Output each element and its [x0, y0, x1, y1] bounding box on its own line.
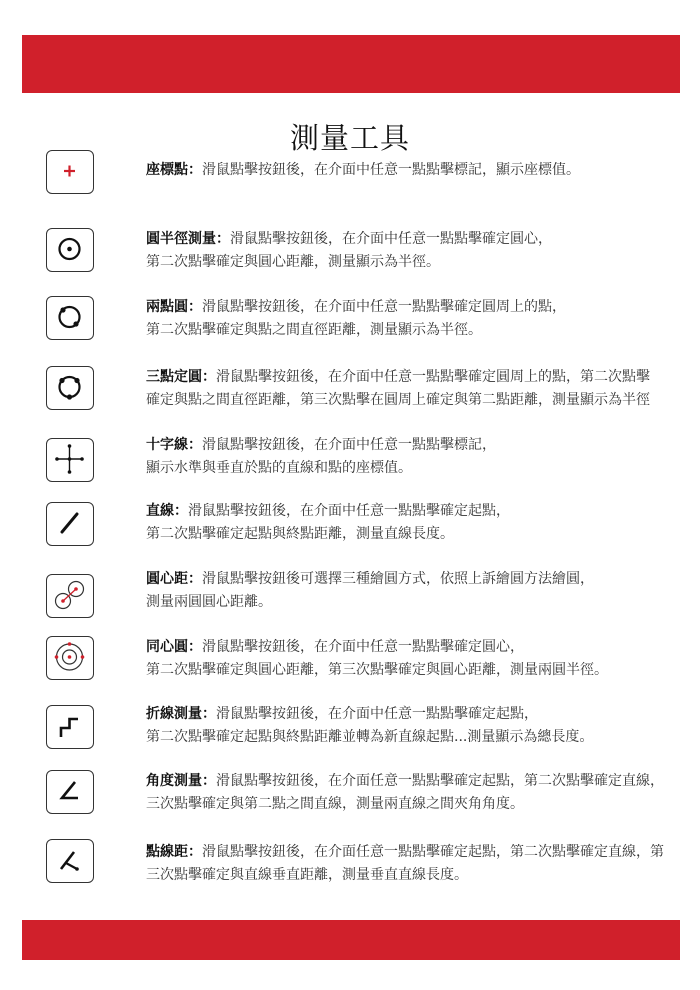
tool-description: 直線：滑鼠點擊按鈕後，在介面中任意一點點擊確定起點， 第二次點擊確定起點與終點距離，測量直線長度。 [146, 503, 510, 542]
circle-center-distance-icon[interactable] [46, 574, 94, 618]
concentric-circles-icon[interactable] [46, 636, 94, 680]
circle-center-icon[interactable] [46, 228, 94, 272]
tool-line: 滑鼠點擊按鈕後，在介面中任意一點點擊確定圓周上的點， [202, 299, 566, 315]
tool-name: 圓心距 [146, 571, 188, 587]
tool-name: 同心圓 [146, 639, 188, 655]
tool-line: 滑鼠點擊按鈕後，在介面任意一點點擊確定起點，第二次點擊確定直線， [216, 773, 664, 789]
tool-line: 滑鼠點擊按鈕後，在介面中任意一點點擊標記， [202, 437, 496, 453]
tool-name: 十字線 [146, 437, 188, 453]
tool-line: 滑鼠點擊按鈕後，在介面中任意一點點擊確定圓周上的點，第二次點擊 [216, 369, 650, 385]
tool-line: 測量兩圓圓心距離。 [146, 594, 272, 610]
tool-description: 兩點圓：滑鼠點擊按鈕後，在介面中任意一點點擊確定圓周上的點， 第二次點擊確定與點之間直徑距離，測量顯示為半徑。 [146, 299, 566, 338]
tool-description: 圓半徑測量：滑鼠點擊按鈕後，在介面中任意一點點擊確定圓心， 第二次點擊確定與圓心距離，測量顯示為半徑。 [146, 231, 552, 270]
tool-name: 點線距 [146, 844, 188, 860]
tool-line: 滑鼠點擊按鈕後，在介面任意一點點擊確定起點，第二次點擊確定直線，第 [202, 844, 664, 860]
tool-line: 第二次點擊確定起點與終點距離並轉為新直線起點...測量顯示為總長度。 [146, 729, 594, 745]
tool-name: 兩點圓 [146, 299, 188, 315]
tool-name: 角度測量 [146, 773, 202, 789]
tool-name: 座標點 [146, 162, 188, 178]
tool-line: 滑鼠點擊按鈕後，在介面中任意一點點擊確定起點， [216, 706, 538, 722]
tool-line: 第二次點擊確定與圓心距離，第三次點擊確定與圓心距離，測量兩圓半徑。 [146, 662, 608, 678]
tool-description: 三點定圓：滑鼠點擊按鈕後，在介面中任意一點點擊確定圓周上的點，第二次點擊 確定與點之間直徑距離，第三次點擊在圓周上確定與第二點距離，測量顯示為半徑 [146, 369, 650, 408]
tool-description: 角度測量：滑鼠點擊按鈕後，在介面任意一點點擊確定起點，第二次點擊確定直線， 三次點擊確定與第二點之間直線，測量兩直線之間夾角角度。 [146, 773, 664, 812]
tool-line: 滑鼠點擊按鈕後，在介面中任意一點點擊標記，顯示座標值。 [202, 162, 580, 178]
point-line-distance-icon[interactable] [46, 839, 94, 883]
tool-line: 第二次點擊確定與點之間直徑距離，測量顯示為半徑。 [146, 322, 482, 338]
tool-name: 圓半徑測量 [146, 231, 216, 247]
tool-line: 滑鼠點擊按鈕後可選擇三種繪圓方式，依照上訴繪圓方法繪圓， [202, 571, 594, 587]
page-title: 測量工具 [289, 121, 410, 155]
tool-name: 三點定圓 [146, 369, 202, 385]
tool-line: 三次點擊確定與直線垂直距離，測量垂直直線長度。 [146, 867, 468, 883]
tool-line: 滑鼠點擊按鈕後，在介面中任意一點點擊確定起點， [188, 503, 510, 519]
header-red-bar [22, 35, 680, 93]
polyline-icon[interactable] [46, 705, 94, 749]
tool-name: 直線 [146, 503, 174, 519]
three-point-circle-icon[interactable] [46, 366, 94, 410]
tool-line: 顯示水準與垂直於點的直線和點的座標值。 [146, 460, 412, 476]
tool-description: 折線測量：滑鼠點擊按鈕後，在介面中任意一點點擊確定起點， 第二次點擊確定起點與終點距離並轉為新直線起點...測量顯示為總長度。 [146, 706, 594, 745]
tool-description: 十字線：滑鼠點擊按鈕後，在介面中任意一點點擊標記， 顯示水準與垂直於點的直線和點的座標值。 [146, 437, 496, 476]
tool-line: 滑鼠點擊按鈕後，在介面中任意一點點擊確定圓心， [230, 231, 552, 247]
crosshair-point-icon[interactable] [46, 150, 94, 194]
tool-description: 圓心距：滑鼠點擊按鈕後可選擇三種繪圓方式，依照上訴繪圓方法繪圓， 測量兩圓圓心距離。 [146, 571, 594, 610]
tool-name: 折線測量 [146, 706, 202, 722]
tool-line: 確定與點之間直徑距離，第三次點擊在圓周上確定與第二點距離，測量顯示為半徑 [146, 392, 650, 408]
tool-line: 滑鼠點擊按鈕後，在介面中任意一點點擊確定圓心， [202, 639, 524, 655]
tool-description: 點線距：滑鼠點擊按鈕後，在介面任意一點點擊確定起點，第二次點擊確定直線，第 三次點擊確定與直線垂直距離，測量垂直直線長度。 [146, 844, 664, 883]
tool-line: 三次點擊確定與第二點之間直線，測量兩直線之間夾角角度。 [146, 796, 524, 812]
tool-line: 第二次點擊確定起點與終點距離，測量直線長度。 [146, 526, 454, 542]
tool-description: 座標點：滑鼠點擊按鈕後，在介面中任意一點點擊標記，顯示座標值。 [146, 162, 580, 178]
tool-description: 同心圓：滑鼠點擊按鈕後，在介面中任意一點點擊確定圓心， 第二次點擊確定與圓心距離，第三次點擊確定與圓心距離，測量兩圓半徑。 [146, 639, 608, 678]
tool-line: 第二次點擊確定與圓心距離，測量顯示為半徑。 [146, 254, 440, 270]
crosshair-lines-icon[interactable] [46, 438, 94, 482]
two-point-circle-icon[interactable] [46, 296, 94, 340]
footer-red-bar [22, 920, 680, 960]
straight-line-icon[interactable] [46, 502, 94, 546]
angle-icon[interactable] [46, 770, 94, 814]
